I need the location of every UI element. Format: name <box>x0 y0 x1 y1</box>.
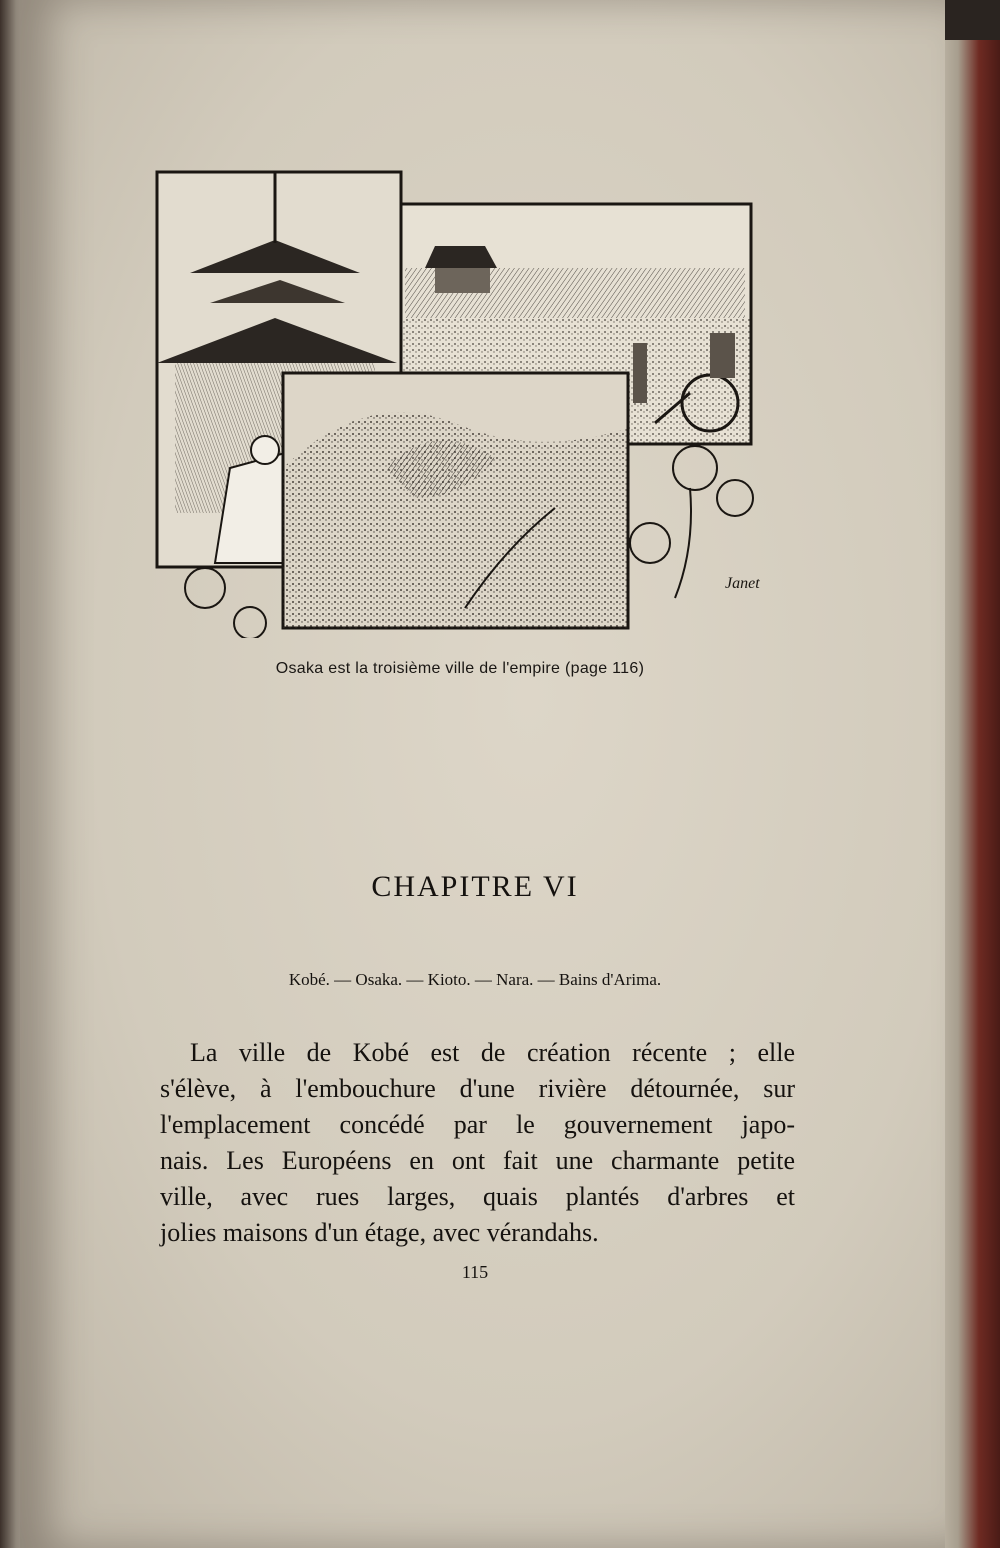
page-number: 115 <box>461 1262 489 1282</box>
book-page <box>20 0 945 1548</box>
engraving-illustration <box>135 168 775 638</box>
illustration-caption: Osaka est la troisième ville de l'empire (page 116) <box>275 660 645 677</box>
chapter-subtitle: Kobé. — Osaka. — Kioto. — Nara. — Bains d'Arima. <box>288 970 662 989</box>
body-line: ville, avec rues larges, quais plantés d'arbres et <box>160 1182 795 1211</box>
engraver-signature: Janet <box>725 575 760 592</box>
body-line: La ville de Kobé est de création récente ; elle <box>190 1038 795 1067</box>
body-line: l'emplacement concédé par le gouvernement japo- <box>160 1110 795 1139</box>
body-line: nais. Les Européens en ont fait une charmante petite <box>160 1146 795 1175</box>
body-line: s'élève, à l'embouchure d'une rivière détournée, sur <box>160 1074 795 1103</box>
chapter-title: CHAPITRE VI <box>371 870 579 903</box>
body-line: jolies maisons d'un étage, avec vérandahs. <box>160 1218 599 1247</box>
body-paragraph <box>160 1035 795 1251</box>
